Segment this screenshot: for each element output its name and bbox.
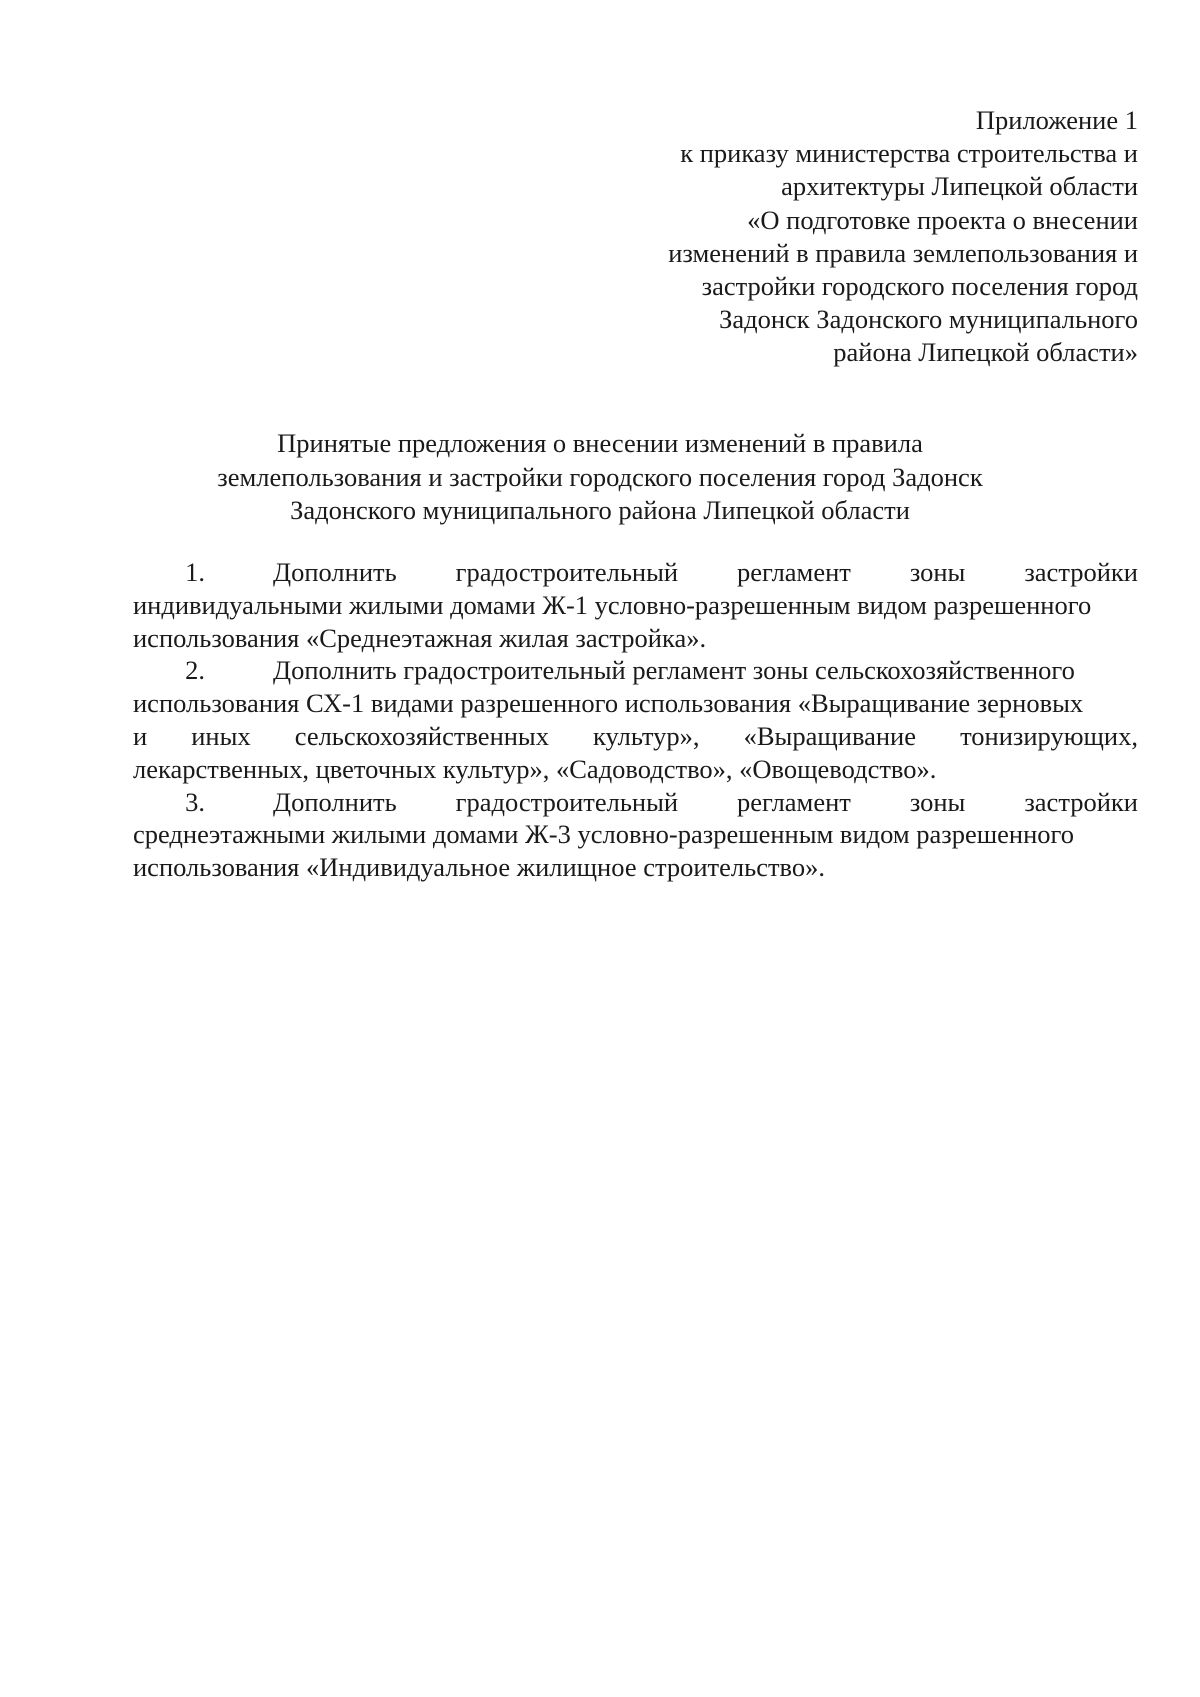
proposal-first-line xyxy=(133,786,1138,819)
proposal-line: использования «Индивидуальное жилищное строительство». xyxy=(133,852,826,883)
proposal-item xyxy=(133,556,1138,654)
proposal-line: использования СХ-1 видами разрешенного использования «Выращивание зерновых xyxy=(133,688,1084,719)
word: регламент xyxy=(737,557,851,587)
appendix-line: к приказу министерства строительства и xyxy=(680,138,1138,169)
appendix-line: Приложение 1 xyxy=(975,105,1138,135)
proposal-list xyxy=(133,556,1138,884)
word: культур», xyxy=(593,720,700,751)
title-line: Принятые предложения о внесении изменений в правила xyxy=(277,428,923,458)
appendix-line: «О подготовке проекта о внесении xyxy=(747,204,1138,235)
word: сельскохозяйственных xyxy=(294,720,549,751)
word: «Выращивание xyxy=(743,720,916,751)
appendix-header xyxy=(578,104,1138,370)
word: застройки xyxy=(1024,557,1138,587)
appendix-line: района Липецкой области» xyxy=(833,337,1138,368)
appendix-line: архитектуры Липецкой области xyxy=(781,171,1138,202)
appendix-line: застройки городского поселения город xyxy=(701,271,1138,302)
proposal-item xyxy=(133,786,1138,884)
proposal-first-text: Дополнить градостроительный регламент зоны сельскохозяйственного xyxy=(273,655,1075,686)
word: градостроительный xyxy=(455,786,679,817)
word: и xyxy=(133,720,148,751)
proposal-line: индивидуальными жилыми домами Ж-1 условно-разрешенным видом разрешенного xyxy=(133,589,1092,620)
word: зоны xyxy=(909,557,966,587)
item-number: 3. xyxy=(185,786,205,817)
proposal-line: среднеэтажными жилыми домами Ж-3 условно-разрешенным видом разрешенного xyxy=(133,819,1074,850)
word: иных xyxy=(191,720,251,751)
proposal-justified-line xyxy=(133,720,1138,753)
word: тонизирующих, xyxy=(960,720,1138,751)
proposal-first-line xyxy=(133,654,1138,687)
proposal-first-line xyxy=(133,556,1138,589)
proposal-item xyxy=(133,654,1138,785)
word: Дополнить xyxy=(273,786,397,817)
document-title xyxy=(130,427,1070,528)
item-number: 2. xyxy=(185,655,205,686)
appendix-line: изменений в правила землепользования и xyxy=(668,237,1138,268)
word: зоны xyxy=(909,786,966,817)
title-line: землепользования и застройки городского поселения город Задонск xyxy=(217,461,983,492)
word: застройки xyxy=(1024,786,1138,817)
word: Дополнить xyxy=(273,557,397,587)
word: градостроительный xyxy=(455,557,679,587)
proposal-line: лекарственных, цветочных культур», «Садоводство», «Овощеводство». xyxy=(133,753,937,784)
item-number: 1. xyxy=(185,557,205,587)
title-line: Задонского муниципального района Липецкой области xyxy=(290,495,910,525)
appendix-line: Задонск Задонского муниципального xyxy=(719,304,1138,335)
word: регламент xyxy=(737,786,851,817)
proposal-line: использования «Среднеэтажная жилая застройка». xyxy=(133,622,707,653)
